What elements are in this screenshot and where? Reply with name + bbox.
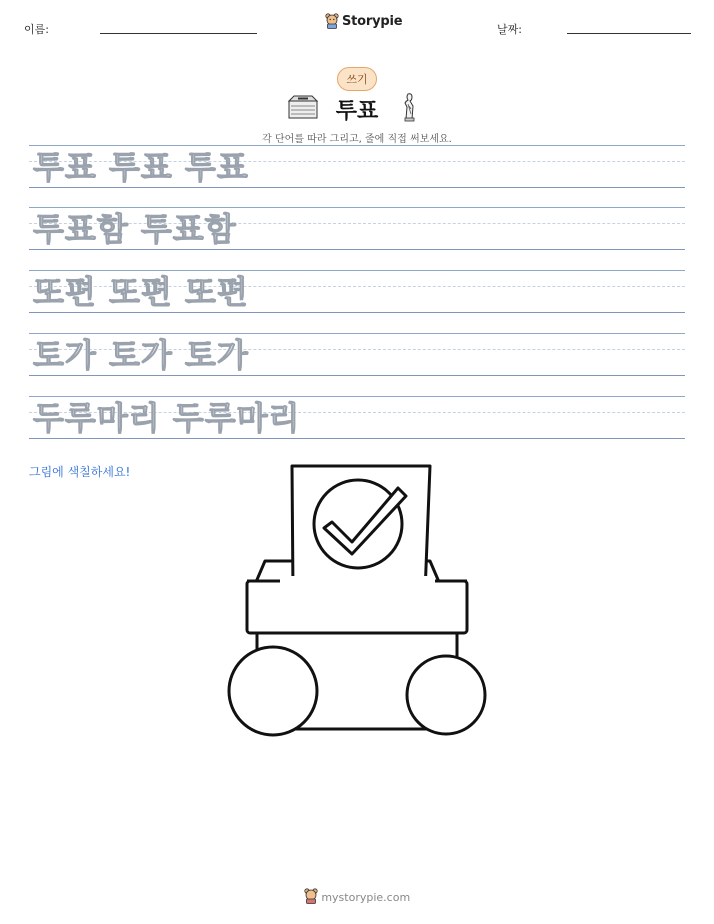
practice-row[interactable] (29, 145, 685, 189)
page-title: 투표 (335, 99, 379, 124)
trace-text: 투표함 투표함 (33, 210, 237, 248)
trace-text: 투표 투표 투표 (33, 148, 249, 186)
ballot-box-check-illustration[interactable] (220, 458, 495, 743)
name-label: 이름: (24, 23, 49, 36)
footer-url[interactable]: mystorypie.com (321, 891, 411, 904)
writing-badge: 쓰기 (337, 67, 377, 91)
instruction-text: 각 단어를 따라 그리고, 줄에 직접 써보세요. (262, 134, 452, 145)
date-label: 날짜: (497, 23, 522, 36)
practice-row[interactable] (29, 207, 685, 251)
practice-row[interactable] (29, 396, 685, 440)
trace-text: 토가 토가 토가 (33, 336, 249, 374)
name-line[interactable] (100, 33, 257, 34)
brand-logo (325, 13, 402, 29)
trace-text: 두루마리 두루마리 (33, 399, 301, 437)
bear-logo-icon (325, 13, 339, 29)
practice-row[interactable] (29, 333, 685, 377)
trace-text: 또편 또편 또편 (33, 273, 249, 311)
coloring-prompt: 그림에 색칠하세요! (29, 465, 131, 479)
footer (0, 888, 714, 904)
bear-logo-icon (304, 888, 318, 904)
statue-icon (400, 92, 420, 122)
practice-row[interactable] (29, 270, 685, 314)
date-line[interactable] (567, 33, 691, 34)
brand-name: Storypie (342, 13, 403, 29)
